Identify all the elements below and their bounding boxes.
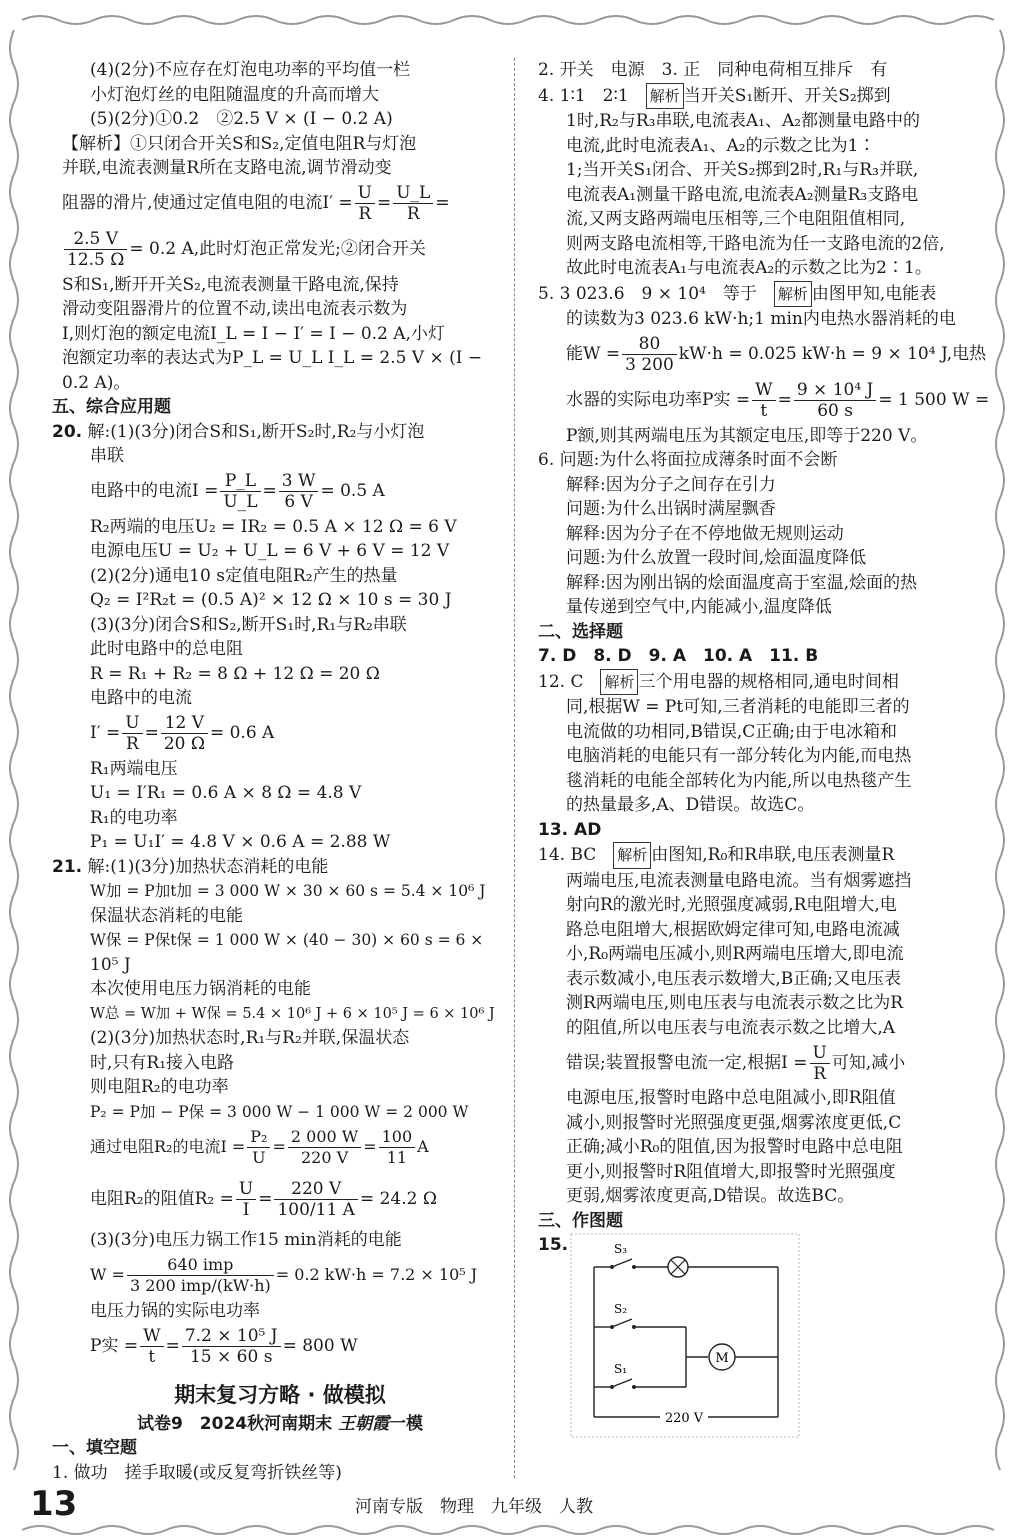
q6-line: 问题:为什么放置一段时间,烩面温度降低 xyxy=(566,548,867,568)
q5-energy-formula: 能W = $\frac{80}{3 200}$ kW·h = 0.025 kW·h = 9 × 10⁴ J,电热 xyxy=(566,334,987,375)
q21-line: W加 = P加t加 = 3 000 W × 30 × 60 s = 5.4 × 10⁶ J xyxy=(90,882,486,900)
q20-line: P₁ = U₁I′ = 4.8 V × 0.6 A = 2.88 W xyxy=(90,832,391,852)
q19-analysis-9: 0.2 A)。 xyxy=(62,372,131,393)
section-heading: 期末复习方略 · 做模拟 xyxy=(174,1383,386,1407)
q21-line: 电压力锅的实际电功率 xyxy=(90,1300,260,1321)
fraction: $\frac{\text{640 imp}}{\text{3 200 imp/(kW·h)}}$ xyxy=(127,1255,274,1296)
q14-line: 小,R₀两端电压减小,则R两端电压增大,即电流 xyxy=(566,944,904,964)
fraction: $\frac{2.5 V}{12.5 \Omega}$ xyxy=(64,229,127,270)
supply-voltage-label: 220 V xyxy=(664,1411,704,1426)
q19-analysis-6: 滑动变阻器滑片的位置不动,读出电流表示数为 xyxy=(62,299,408,319)
q4-line: 1;当开关S₁闭合、开关S₂掷到2时,R₁与R₃并联, xyxy=(566,160,919,180)
q6-line: 解释:因为分子之间存在引力 xyxy=(566,474,776,495)
q20-line: 电源电压U = U₂ + U_L = 6 V + 6 V = 12 V xyxy=(90,541,450,561)
q14-line: 正确;减小R₀的阻值,因为报警时电路中总电阻 xyxy=(566,1137,903,1157)
q14-line: 路总电阻增大,根据欧姆定律可知,电路电流减 xyxy=(566,919,900,940)
q21-number: 21. xyxy=(52,856,83,877)
q19-analysis-1: ①只闭合开关S和S₂,定值电阻R与灯泡 xyxy=(130,133,417,154)
fraction: $\frac{100}{11}$ xyxy=(379,1127,416,1168)
analysis-tag: 解析 xyxy=(646,83,684,110)
q20-line: U₁ = I′R₁ = 0.6 A × 8 Ω = 4.8 V xyxy=(90,783,362,803)
fraction: $\frac{12 V}{20 \Omega}$ xyxy=(161,713,208,754)
column-divider xyxy=(514,58,515,1478)
section-2-title: 二、选择题 xyxy=(538,621,623,642)
q21-current-formula: 通过电阻R₂的电流I = $\frac{\text{P₂}}{U}$ = $\frac{2 000 W}{220 V}$ = $\frac{100}{11}$ A xyxy=(90,1126,429,1167)
fraction: $\frac{220 V}{100/11 A}$ xyxy=(274,1179,358,1220)
q21-line: 本次使用电压力锅消耗的电能 xyxy=(90,979,311,999)
switch-s2-label: S₂ xyxy=(614,1302,628,1316)
fraction: $\frac{80}{3 200}$ xyxy=(622,334,677,375)
q14-line: 两端电压,电流表测量电路电流。当有烟雾遮挡 xyxy=(566,870,912,891)
fraction: $\frac{U}{R}$ xyxy=(810,1043,830,1084)
q19-part4: (4)(2分)不应存在灯泡电功率的平均值一栏 xyxy=(90,60,411,80)
q15-number: 15. xyxy=(538,1235,569,1255)
q4-answer: 4. 1∶1 2∶1 xyxy=(538,85,646,106)
q19-part5: (5)(2分)①0.2 ②2.5 V × (I − 0.2 A) xyxy=(90,109,393,129)
q14-answer: 14. BC xyxy=(538,845,614,865)
q21-line: 时,只有R₁接入电路 xyxy=(90,1052,235,1073)
q6-line: 问题:为什么出锅时满屋飘香 xyxy=(566,499,776,519)
q21-line: (3)(3分)电压力锅工作15 min消耗的电能 xyxy=(90,1230,402,1250)
q19-formula-row: 阻器的滑片,使通过定值电阻的电流I′ = $\frac{U}{R}$ = $\frac{U\_L}{R}$ = xyxy=(62,183,450,224)
q1-answer: 1. 做功 搓手取暖(或反复弯折铁丝等) xyxy=(52,1462,342,1483)
q5-answer: 5. 3 023.6 9 × 10⁴ 等于 xyxy=(538,283,774,304)
q12-line: 的热量最多,A、D错误。故选C。 xyxy=(566,795,815,815)
q12-line: 电脑消耗的电能只有一部分转化为内能,而电热 xyxy=(566,746,912,766)
fraction: $\frac{W}{t}$ xyxy=(140,1326,163,1367)
section-5-title: 五、综合应用题 xyxy=(52,397,171,417)
q20-line: 电路中的电流 xyxy=(90,688,192,708)
q4-line: 电流表A₁测量干路电流,电流表A₂测量R₃支路电 xyxy=(566,184,919,205)
page-footer xyxy=(0,1484,1015,1524)
q20-line: 串联 xyxy=(90,446,124,466)
q20-line: (2)(2分)通电10 s定值电阻R₂产生的热量 xyxy=(90,565,398,586)
q21-energy-formula: W = $\frac{\text{640 imp}}{\text{3 200 imp/(kW·h)}}$ = 0.2 kW·h = 7.2 × 10⁵ J xyxy=(90,1255,478,1295)
analysis-tag: 解析 xyxy=(600,669,638,696)
q21-line: W总 = W加 + W保 = 5.4 × 10⁶ J + 6 × 10⁵ J = 6 × 10⁶ J xyxy=(90,1005,495,1022)
q14-line: 射向R的激光时,光照强度减弱,R电阻增大,电 xyxy=(566,895,897,915)
q20-line: 此时电路中的总电阻 xyxy=(90,639,243,659)
switch-s3-label: S₃ xyxy=(614,1242,628,1256)
analysis-tag: 【解析】 xyxy=(62,133,130,154)
q12-line: 电流做的功相同,B错误,C正确;由于电冰箱和 xyxy=(566,721,898,742)
q14-line: 的阻值,所以电压表与电流表示数之比增大,A xyxy=(566,1017,896,1038)
q5-line: P额,则其两端电压为其额定电压,即等于220 V。 xyxy=(566,425,928,446)
left-column xyxy=(52,58,498,1485)
q14-formula-row: 错误;装置报警电流一定,根据I = $\frac{U}{R}$ 可知,减小 xyxy=(566,1042,906,1084)
fraction: $\frac{3 W}{6 V}$ xyxy=(279,471,319,512)
fraction: $\frac{U\_L}{R}$ xyxy=(393,183,433,224)
q12-answer: 12. C xyxy=(538,671,601,692)
q14-line: 测R两端电压,则电压表与电流表示数之比为R xyxy=(566,993,904,1013)
right-column: 2. 开关 电源 3. 正 同种电荷相互排斥 有 4. 1∶1 2∶1 解析 当开关S₁断开、开关S₂掷到 1时,R₂与R₃串联,电流表A₁、A₂都测量电路中的 电流,此时电流表A₁、A₂的示数之比为1∶ 1;当开关S₁闭合、开关S₂掷到2时,R₁与R₃并联, 电流表A₁测量干路电流,电流表A₂测量R₃支路电 流,又两支路两端电压相等,三个电阻阻值相同, 则两支路电流相等,干路电流为任一支路电流的2倍, 故此时电流表A₁与电流表A₂的示数之比为2∶1。 5. 3 023.6 9 × 10⁴ 等于 解析 由图甲知,电能表 的读数为3 023.6 kW·h;1 min内电热水器消耗的电 能W = $\frac{80}{3 200}$ kW·h = 0.025 kW·h = 9 × 10⁴ J,电热 水器的实际电功率P实 = $\frac{W}{t}$ = $\frac{\text{9 × 10⁴ J}}{60 s}$ = 1 500 W = P额,则其两端电压为其额定电压,即等于220 V。 6. 问题:为什么将面拉成薄条时面不会断 解释:因为分子之间存在引力 问题:为什么出锅时满屋飘香 解释:因为分子在不停地做无规则运动 问题:为什么放置一段时间,烩面温度降低 解释:因为刚出锅的烩面温度高于室温,烩面的热 量传递到空气中,内能减小,温度降低 二、选择题 7. D 8. D 9. A 10. A 11. B 12. C 解析 三个用电器的规格相同,通电时间相 同,根据W = Pt可知,三者消耗的电能即三者的 电流做的功相同,B错误,C正确;由于电冰箱和 电脑消耗的电能只有一部分转化为内能,而电热 毯消耗的电能全部转化为内能,所以电热毯产生 的热量最多,A、D错误。故选C。 13. AD 14. BC 解析 由图知,R₀和R串联,电压表测量R 两端电压,电流表测量电路电流。当有烟雾遮挡 射向R的激光时,光照强度减弱,R电阻增大,电 路总电阻增大,根据欧姆定律可知,电路电流减 小,R₀两端电压减小,则R两端电压增大,即电流 表示数减小,电压表示数增大,B正确;又电压表 测R两端电压,则电压表与电流表示数之比为R 的阻值,所以电压表与电流表示数之比增大,A 错误;装置报警电流一定,根据I = $\frac{U}{R}$ 可知,减小 电源电压,报警时电路中总电阻减小,即R阻值 减小,则报警时光照强度更强,烟雾浓度更低,C 正确;减小R₀的阻值,因为报警时电路中总电阻 更小,则报警时R阻值增大,即报警时光照强度 更弱,烟雾浓度更高,D错误。故选BC。 三、作图题 15. M S₃ S₂ S₁ 220 V xyxy=(538,58,978,1443)
fill-section-title: 一、填空题 xyxy=(52,1438,137,1458)
q12-line: 毯消耗的电能全部转化为内能,所以电热毯产生 xyxy=(566,770,912,791)
q6-line: 量传递到空气中,内能减小,温度降低 xyxy=(566,597,832,617)
q6-line: 解释:因为分子在不停地做无规则运动 xyxy=(566,523,844,544)
q21-line: 则电阻R₂的电功率 xyxy=(90,1077,229,1097)
fraction: $\frac{W}{t}$ xyxy=(752,380,775,421)
q6-line: 解释:因为刚出锅的烩面温度高于室温,烩面的热 xyxy=(566,572,918,593)
q20-line: R₂两端的电压U₂ = IR₂ = 0.5 A × 12 Ω = 6 V xyxy=(90,516,457,537)
q4-line: 流,又两支路两端电压相等,三个电阻阻值相同, xyxy=(566,209,906,229)
q14-line: 更弱,烟雾浓度更高,D错误。故选BC。 xyxy=(566,1186,855,1206)
fraction: $\frac{U}{I}$ xyxy=(236,1179,256,1220)
fraction: $\frac{\text{9 × 10⁴ J}}{60 s}$ xyxy=(794,380,877,421)
analysis-tag: 解析 xyxy=(613,842,651,869)
q4-line: 1时,R₂与R₃串联,电流表A₁、A₂都测量电路中的 xyxy=(566,111,921,131)
section-3-title: 三、作图题 xyxy=(538,1210,623,1231)
q21-line: 保温状态消耗的电能 xyxy=(90,905,243,926)
q4-line: 故此时电流表A₁与电流表A₂的示数之比为2∶1。 xyxy=(566,258,932,278)
q20-line: (3)(3分)闭合S和S₂,断开S₁时,R₁与R₂串联 xyxy=(90,614,407,635)
q19-formula-row-2: $\frac{2.5 V}{12.5 \Omega}$ = 0.2 A,此时灯泡正常发光;②闭合开关 xyxy=(62,227,498,273)
q20-line: R₁两端电压 xyxy=(90,758,178,779)
analysis-tag: 解析 xyxy=(774,281,812,308)
q21-resistance-formula: 电阻R₂的阻值R₂ = $\frac{U}{I}$ = $\frac{220 V}{100/11 A}$ = 24.2 Ω xyxy=(90,1178,437,1220)
q14-line: 减小,则报警时光照强度更强,烟雾浓度更低,C xyxy=(566,1112,902,1133)
q14-line: 表示数减小,电压表示数增大,B正确;又电压表 xyxy=(566,968,902,989)
q20-line: R₁的电功率 xyxy=(90,807,178,828)
fraction: $\frac{U}{R}$ xyxy=(355,183,375,224)
q2-q3-answer: 2. 开关 电源 3. 正 同种电荷相互排斥 有 xyxy=(538,60,888,80)
page-number: 13 xyxy=(30,1484,78,1524)
q19-analysis-5: S和S₁,断开开关S₂,电流表测量干路电流,保持 xyxy=(62,274,399,295)
q20-current2-formula: I′ = $\frac{U}{R}$ = $\frac{12 V}{20 \Omega}$ = 0.6 A xyxy=(90,713,275,754)
motor-label: M xyxy=(715,1351,729,1366)
q21-line: (2)(3分)加热状态时,R₁与R₂并联,保温状态 xyxy=(90,1028,410,1048)
q20-current-formula: 电路中的电流I = $\frac{P\_L}{U\_L}$ = $\frac{3 W}{6 V}$ = 0.5 A xyxy=(90,471,385,512)
q7-11-answers: 7. D 8. D 9. A 10. A 11. B xyxy=(538,646,819,666)
q21-line: P₂ = P加 − P保 = 3 000 W − 1 000 W = 2 000 W xyxy=(90,1102,469,1121)
q19-analysis-7: I,则灯泡的额定电流I_L = I − I′ = I − 0.2 A,小灯 xyxy=(62,323,445,344)
q12-line: 同,根据W = Pt可知,三者消耗的电能即三者的 xyxy=(566,697,910,717)
q20-line: 解:(1)(3分)闭合S和S₁,断开S₂时,R₂与小灯泡 xyxy=(87,421,425,442)
circuit-diagram xyxy=(570,1233,800,1438)
q4-line: 则两支路电流相等,干路电流为任一支路电流的2倍, xyxy=(566,233,945,254)
q21-line: 解:(1)(3分)加热状态消耗的电能 xyxy=(87,856,329,877)
fraction: $\frac{2 000 W}{220 V}$ xyxy=(288,1127,361,1168)
fraction: $\frac{\text{P₂}}{U}$ xyxy=(247,1127,270,1168)
q14-line: 更小,则报警时R阻值增大,即报警时光照强度 xyxy=(566,1161,896,1182)
switch-s1-label: S₁ xyxy=(614,1362,628,1376)
q19-analysis-8: 泡额定功率的表达式为P_L = U_L I_L = 2.5 V × (I − xyxy=(62,348,483,368)
q15-block xyxy=(538,1233,978,1443)
brand-logo: 王朝霞 xyxy=(338,1413,390,1434)
paper-title: 试卷9 2024秋河南期末 王朝霞一模 xyxy=(136,1413,424,1434)
q21-line: 10⁵ J xyxy=(90,954,131,975)
q5-line: 的读数为3 023.6 kW·h;1 min内电热水器消耗的电 xyxy=(566,309,956,329)
q4-line: 电流,此时电流表A₁、A₂的示数之比为1∶ xyxy=(566,135,876,156)
q5-power-formula: 水器的实际电功率P实 = $\frac{W}{t}$ = $\frac{\text{9 × 10⁴ J}}{60 s}$ = 1 500 W = xyxy=(566,380,990,421)
q20-line: R = R₁ + R₂ = 8 Ω + 12 Ω = 20 Ω xyxy=(90,663,380,684)
q20-number: 20. xyxy=(52,421,83,442)
q19-analysis-2: 并联,电流表测量R所在支路电流,调节滑动变 xyxy=(62,158,392,178)
q21-line: W保 = P保t保 = 1 000 W × (40 − 30) × 60 s = 6 × xyxy=(90,931,484,949)
fraction: $\frac{\text{7.2 × 10⁵ J}}{15 \times 60 s}$ xyxy=(182,1326,281,1367)
fraction: $\frac{U}{R}$ xyxy=(122,713,142,754)
q14-line: 电源电压,报警时电路中总电阻减小,即R阻值 xyxy=(566,1088,896,1108)
q6-line: 6. 问题:为什么将面拉成薄条时面不会断 xyxy=(538,450,838,470)
fraction: $\frac{P\_L}{U\_L}$ xyxy=(220,471,260,512)
q21-power-formula: P实 = $\frac{W}{t}$ = $\frac{\text{7.2 × 10⁵ J}}{15 \times 60 s}$ = 800 W xyxy=(90,1325,358,1367)
footer-text: 河南专版 物理 九年级 人教 xyxy=(355,1497,593,1517)
q13-answer: 13. AD xyxy=(538,819,602,840)
q19-part4b: 小灯泡灯丝的电阻随温度的升高而增大 xyxy=(90,84,379,105)
q20-line: Q₂ = I²R₂t = (0.5 A)² × 12 Ω × 10 s = 30 J xyxy=(90,590,452,610)
